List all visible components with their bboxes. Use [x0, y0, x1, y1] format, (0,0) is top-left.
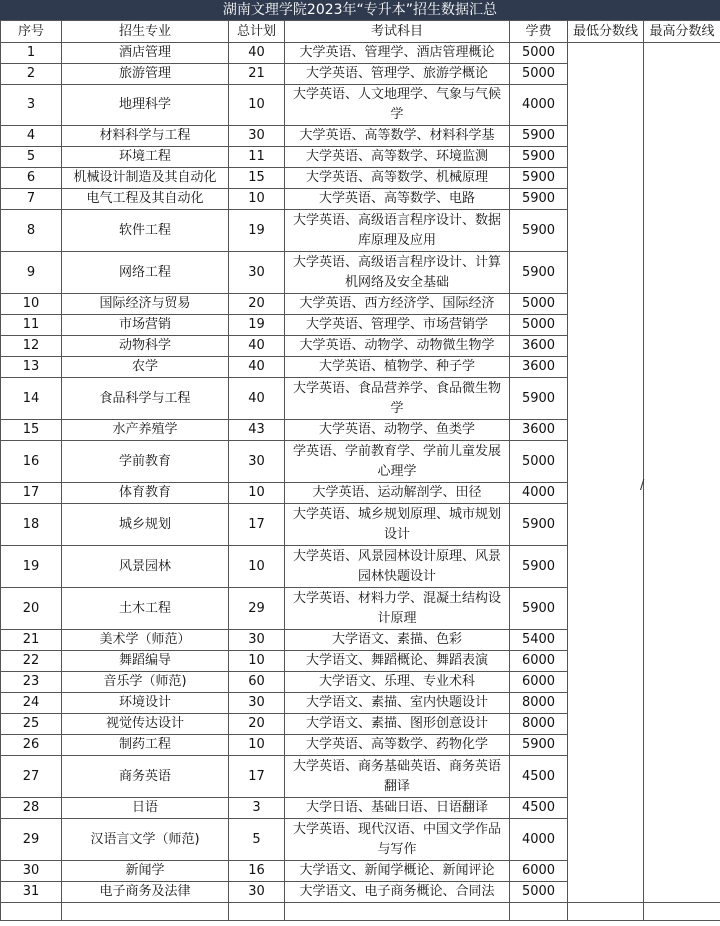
row-subjects: 大学英语、人文地理学、气象与气候学 [285, 85, 510, 126]
row-subjects: 大学语文、乐理、专业术科 [285, 672, 510, 693]
row-major: 风景园林 [62, 546, 229, 588]
row-fee: 5900 [510, 147, 568, 168]
empty-cell [229, 903, 285, 921]
row-no: 15 [1, 420, 62, 441]
empty-cell [568, 903, 644, 921]
row-no: 18 [1, 504, 62, 546]
row-fee: 5900 [510, 189, 568, 210]
row-plan: 40 [229, 43, 285, 64]
row-no: 21 [1, 630, 62, 651]
row-no: 1 [1, 43, 62, 64]
row-plan: 11 [229, 147, 285, 168]
row-no: 13 [1, 357, 62, 378]
row-major: 美术学（师范） [62, 630, 229, 651]
row-plan: 10 [229, 189, 285, 210]
table-body [1, 43, 720, 921]
row-plan: 10 [229, 651, 285, 672]
row-no: 26 [1, 735, 62, 756]
row-subjects: 大学英语、高等数学、电路 [285, 189, 510, 210]
header-min-score: 最低分数线 [568, 21, 644, 43]
row-no: 7 [1, 189, 62, 210]
row-no: 4 [1, 126, 62, 147]
row-major: 地理科学 [62, 85, 229, 126]
header-major: 招生专业 [62, 21, 229, 43]
row-fee: 5000 [510, 441, 568, 483]
row-subjects: 大学英语、城乡规划原理、城市规划设计 [285, 504, 510, 546]
row-fee: 5900 [510, 252, 568, 294]
row-major: 网络工程 [62, 252, 229, 294]
row-plan: 20 [229, 294, 285, 315]
row-major: 土木工程 [62, 588, 229, 630]
row-subjects: 大学英语、运动解剖学、田径 [285, 483, 510, 504]
row-major: 酒店管理 [62, 43, 229, 64]
row-plan: 21 [229, 64, 285, 85]
row-subjects: 大学英语、动物学、动物微生物学 [285, 336, 510, 357]
row-subjects: 大学语文、素描、室内快题设计 [285, 693, 510, 714]
row-subjects: 大学英语、管理学、旅游学概论 [285, 64, 510, 85]
header-no: 序号 [1, 21, 62, 43]
row-fee: 5900 [510, 378, 568, 420]
row-major: 舞蹈编导 [62, 651, 229, 672]
row-fee: 5900 [510, 588, 568, 630]
row-plan: 40 [229, 357, 285, 378]
row-major: 汉语言文学（师范) [62, 819, 229, 861]
row-plan: 19 [229, 315, 285, 336]
row-fee: 5000 [510, 315, 568, 336]
row-subjects: 大学语文、素描、色彩 [285, 630, 510, 651]
row-fee: 3600 [510, 336, 568, 357]
row-fee: 5900 [510, 210, 568, 252]
row-plan: 40 [229, 378, 285, 420]
empty-cell [62, 903, 229, 921]
row-major: 电气工程及其自动化 [62, 189, 229, 210]
row-major: 旅游管理 [62, 64, 229, 85]
row-major: 水产养殖学 [62, 420, 229, 441]
row-plan: 10 [229, 483, 285, 504]
header-max-score: 最高分数线 [644, 21, 720, 43]
row-plan: 20 [229, 714, 285, 735]
row-plan: 43 [229, 420, 285, 441]
row-major: 学前教育 [62, 441, 229, 483]
row-no: 2 [1, 64, 62, 85]
row-plan: 30 [229, 693, 285, 714]
row-no: 27 [1, 756, 62, 798]
row-fee: 5400 [510, 630, 568, 651]
row-fee: 5000 [510, 294, 568, 315]
row-plan: 19 [229, 210, 285, 252]
row-major: 国际经济与贸易 [62, 294, 229, 315]
row-no: 3 [1, 85, 62, 126]
row-no: 20 [1, 588, 62, 630]
row-subjects: 学英语、学前教育学、学前儿童发展心理学 [285, 441, 510, 483]
row-major: 环境设计 [62, 693, 229, 714]
row-no: 29 [1, 819, 62, 861]
row-plan: 17 [229, 504, 285, 546]
row-subjects: 大学英语、高等数学、材料科学基 [285, 126, 510, 147]
row-plan: 30 [229, 630, 285, 651]
header-fee: 学费 [510, 21, 568, 43]
row-no: 19 [1, 546, 62, 588]
empty-cell [510, 903, 568, 921]
row-subjects: 大学语文、电子商务概论、合同法 [285, 882, 510, 903]
row-subjects: 大学英语、西方经济学、国际经济 [285, 294, 510, 315]
row-major: 软件工程 [62, 210, 229, 252]
row-major: 日语 [62, 798, 229, 819]
row-major: 市场营销 [62, 315, 229, 336]
row-major: 动物科学 [62, 336, 229, 357]
row-subjects: 大学英语、风景园林设计原理、风景园林快题设计 [285, 546, 510, 588]
row-fee: 4500 [510, 798, 568, 819]
row-plan: 16 [229, 861, 285, 882]
row-no: 12 [1, 336, 62, 357]
row-major: 环境工程 [62, 147, 229, 168]
row-major: 视觉传达设计 [62, 714, 229, 735]
row-major: 机械设计制造及其自动化 [62, 168, 229, 189]
row-major: 城乡规划 [62, 504, 229, 546]
row-no: 11 [1, 315, 62, 336]
row-fee: 6000 [510, 651, 568, 672]
row-subjects: 大学英语、材料力学、混凝土结构设计原理 [285, 588, 510, 630]
row-no: 22 [1, 651, 62, 672]
row-subjects: 大学英语、动物学、鱼类学 [285, 420, 510, 441]
row-no: 16 [1, 441, 62, 483]
row-subjects: 大学英语、管理学、市场营销学 [285, 315, 510, 336]
row-no: 9 [1, 252, 62, 294]
row-fee: 4000 [510, 819, 568, 861]
row-no: 8 [1, 210, 62, 252]
row-fee: 5000 [510, 43, 568, 64]
row-plan: 10 [229, 546, 285, 588]
row-fee: 6000 [510, 672, 568, 693]
row-major: 农学 [62, 357, 229, 378]
row-major: 食品科学与工程 [62, 378, 229, 420]
row-no: 24 [1, 693, 62, 714]
row-no: 30 [1, 861, 62, 882]
row-plan: 5 [229, 819, 285, 861]
row-fee: 5900 [510, 546, 568, 588]
row-major: 音乐学（师范) [62, 672, 229, 693]
row-fee: 5900 [510, 735, 568, 756]
row-fee: 5900 [510, 168, 568, 189]
table-title: 湖南文理学院2023年“专升本”招生数据汇总 [0, 0, 720, 20]
row-major: 制药工程 [62, 735, 229, 756]
row-fee: 5900 [510, 504, 568, 546]
row-fee: 6000 [510, 861, 568, 882]
row-subjects: 大学英语、高级语言程序设计、计算机网络及安全基础 [285, 252, 510, 294]
row-no: 6 [1, 168, 62, 189]
row-fee: 4500 [510, 756, 568, 798]
row-no: 5 [1, 147, 62, 168]
row-major: 商务英语 [62, 756, 229, 798]
admission-table [0, 20, 720, 921]
row-plan: 17 [229, 756, 285, 798]
row-fee: 3600 [510, 357, 568, 378]
row-no: 31 [1, 882, 62, 903]
row-plan: 10 [229, 735, 285, 756]
row-plan: 30 [229, 126, 285, 147]
row-plan: 3 [229, 798, 285, 819]
row-no: 28 [1, 798, 62, 819]
row-no: 14 [1, 378, 62, 420]
row-no: 17 [1, 483, 62, 504]
row-fee: 8000 [510, 693, 568, 714]
empty-cell [644, 903, 720, 921]
header-subjects: 考试科目 [285, 21, 510, 43]
row-subjects: 大学英语、管理学、酒店管理概论 [285, 43, 510, 64]
row-subjects: 大学英语、商务基础英语、商务英语翻译 [285, 756, 510, 798]
header-plan: 总计划 [229, 21, 285, 43]
row-no: 10 [1, 294, 62, 315]
row-subjects: 大学英语、高级语言程序设计、数据库原理及应用 [285, 210, 510, 252]
row-plan: 30 [229, 882, 285, 903]
empty-cell [285, 903, 510, 921]
row-subjects: 大学英语、植物学、种子学 [285, 357, 510, 378]
row-subjects: 大学语文、舞蹈概论、舞蹈表演 [285, 651, 510, 672]
row-plan: 15 [229, 168, 285, 189]
empty-cell [1, 903, 62, 921]
row-subjects: 大学日语、基础日语、日语翻译 [285, 798, 510, 819]
row-fee: 4000 [510, 85, 568, 126]
row-plan: 30 [229, 252, 285, 294]
row-fee: 3600 [510, 420, 568, 441]
row-subjects: 大学英语、食品营养学、食品微生物学 [285, 378, 510, 420]
row-major: 材料科学与工程 [62, 126, 229, 147]
row-plan: 40 [229, 336, 285, 357]
row-fee: 5000 [510, 882, 568, 903]
row-plan: 10 [229, 85, 285, 126]
row-subjects: 大学英语、现代汉语、中国文学作品与写作 [285, 819, 510, 861]
row-major: 电子商务及法律 [62, 882, 229, 903]
row-plan: 30 [229, 441, 285, 483]
row-major: 新闻学 [62, 861, 229, 882]
row-min-score [568, 43, 644, 903]
row-plan: 60 [229, 672, 285, 693]
header-row [1, 21, 720, 43]
row-fee: 5000 [510, 64, 568, 85]
row-no: 25 [1, 714, 62, 735]
row-major: 体育教育 [62, 483, 229, 504]
row-no: 23 [1, 672, 62, 693]
row-plan: 29 [229, 588, 285, 630]
row-subjects: 大学英语、高等数学、机械原理 [285, 168, 510, 189]
empty-row [1, 903, 720, 921]
row-fee: 8000 [510, 714, 568, 735]
row-subjects: 大学英语、高等数学、药物化学 [285, 735, 510, 756]
row-subjects: 大学英语、高等数学、环境监测 [285, 147, 510, 168]
row-fee: 4000 [510, 483, 568, 504]
row-fee: 5900 [510, 126, 568, 147]
score-mark: / [640, 478, 645, 493]
row-max-score [644, 43, 720, 903]
table-row [1, 43, 720, 64]
row-subjects: 大学语文、新闻学概论、新闻评论 [285, 861, 510, 882]
row-subjects: 大学语文、素描、图形创意设计 [285, 714, 510, 735]
